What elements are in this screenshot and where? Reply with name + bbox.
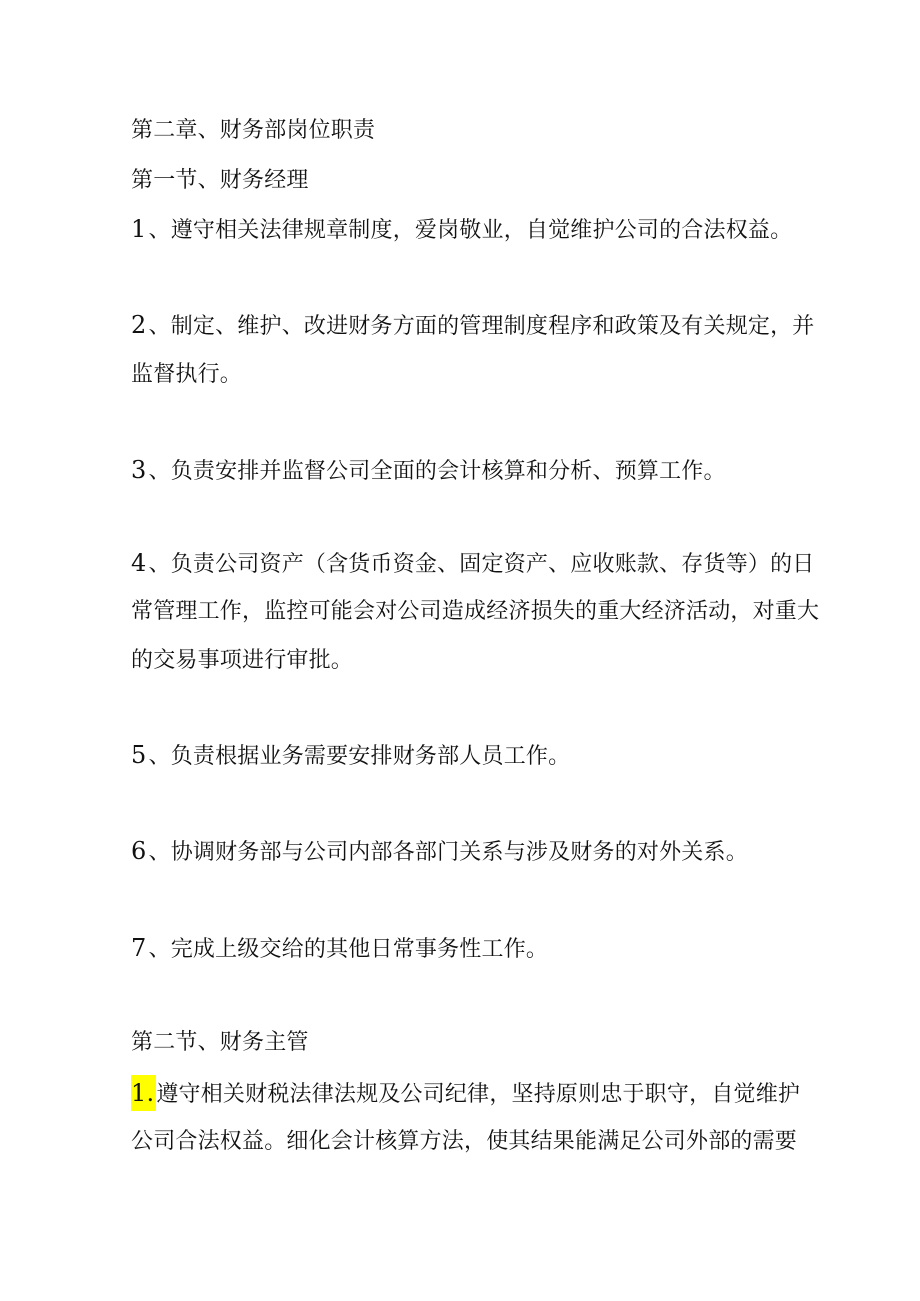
list-item — [131, 310, 815, 342]
item-text: 完成上级交给的其他日常事务性工作。 — [170, 937, 549, 962]
item-separator: 、 — [148, 840, 171, 865]
list-item — [131, 740, 570, 772]
item-number: 6 — [131, 837, 147, 865]
highlighted-item-number: 1. — [131, 1075, 156, 1111]
item-number: 1 — [131, 215, 147, 243]
section-title: 第二节、财务主管 — [131, 1030, 309, 1055]
item-number: 7 — [131, 934, 147, 962]
item-separator: 、 — [148, 459, 171, 484]
section-title: 第一节、财务经理 — [131, 168, 309, 193]
item-number: 5 — [131, 741, 147, 769]
chapter-title: 第二章、财务部岗位职责 — [131, 118, 376, 143]
list-item — [131, 455, 726, 487]
item-text: 遵守相关法律规章制度，爱岗敬业，自觉维护公司的合法权益。 — [170, 218, 793, 243]
list-item — [131, 933, 548, 965]
item-text: 制定、维护、改进财务方面的管理制度程序和政策及有关规定，并 — [170, 314, 815, 339]
item-separator: 、 — [148, 218, 171, 243]
item-separator: 、 — [148, 744, 171, 769]
list-item — [131, 548, 815, 580]
item-text: 负责公司资产（含货币资金、固定资产、应收账款、存货等）的日 — [170, 552, 815, 577]
item-text: 协调财务部与公司内部各部门关系与涉及财务的对外关系。 — [170, 840, 748, 865]
item-number: 2 — [131, 311, 147, 339]
item-text: 负责安排并监督公司全面的会计核算和分析、预算工作。 — [170, 459, 726, 484]
item-text: 遵守相关财税法律法规及公司纪律，坚持原则忠于职守，自觉维护 — [156, 1082, 801, 1107]
list-item — [131, 214, 792, 246]
item-text-continuation: 的交易事项进行审批。 — [131, 648, 354, 673]
item-text-continuation: 监督执行。 — [131, 362, 243, 387]
list-item — [131, 1078, 800, 1110]
item-separator: 、 — [148, 552, 171, 577]
item-separator: 、 — [148, 314, 171, 339]
item-text-continuation: 公司合法权益。细化会计核算方法，使其结果能满足公司外部的需要 — [131, 1129, 798, 1154]
item-separator: 、 — [148, 937, 171, 962]
list-item — [131, 836, 748, 868]
item-text: 负责根据业务需要安排财务部人员工作。 — [170, 744, 571, 769]
item-text-continuation: 常管理工作，监控可能会对公司造成经济损失的重大经济活动，对重大 — [131, 599, 820, 624]
item-number: 3 — [131, 456, 147, 484]
item-number: 4 — [131, 549, 147, 577]
